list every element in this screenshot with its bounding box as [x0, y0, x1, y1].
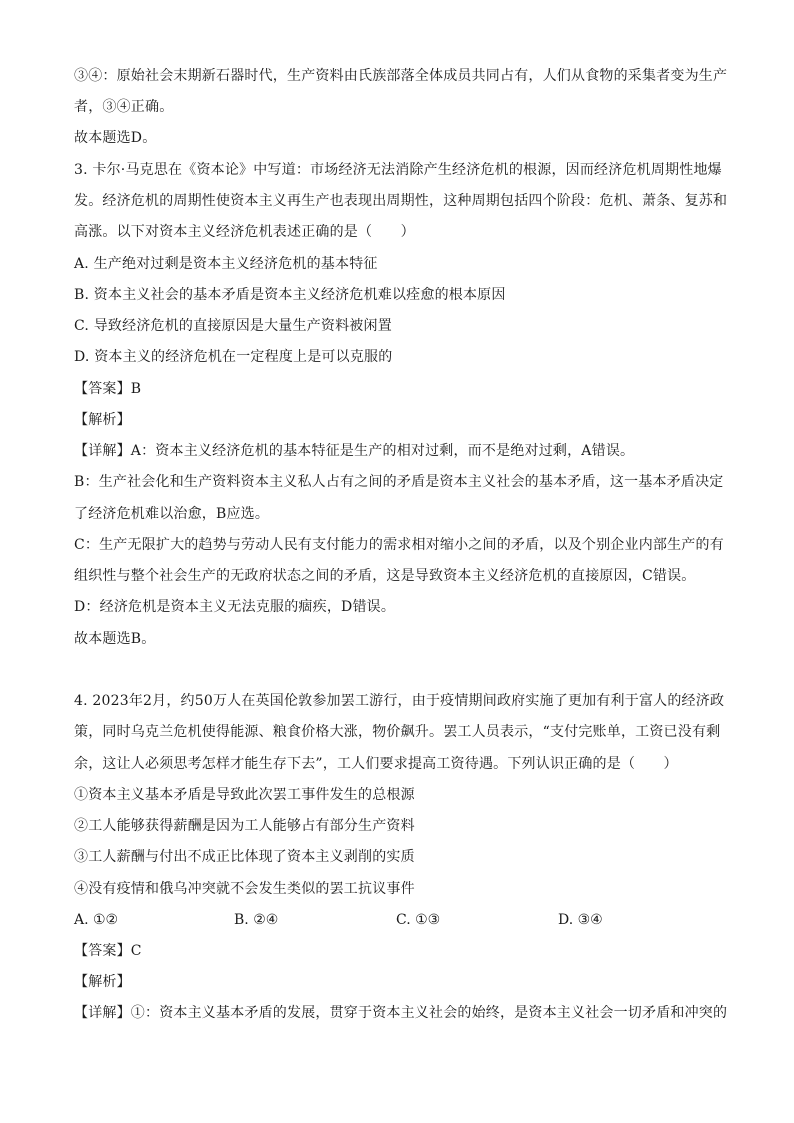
detail-line: 【详解】A：资本主义经济危机的基本特征是生产的相对过剩，而不是绝对过剩，A错误。 — [74, 443, 635, 459]
detail-line: D：经济危机是资本主义无法克服的痼疾，D错误。 — [74, 599, 396, 615]
analysis-heading: 【解析】 — [74, 412, 131, 428]
detail-line: B：生产社会化和生产资料资本主义私人占有之间的矛盾是资本主义社会的基本矛盾，这一基本矛盾决定 — [74, 474, 724, 490]
option-a: A. ①② — [74, 912, 119, 928]
question-stem-line: 3. 卡尔·马克思在《资本论》中写道：市场经济无法消除产生经济危机的根源，因而经济危机周期性地爆 — [74, 162, 722, 178]
statement-item: ③工人薪酬与付出不成正比体现了资本主义剥削的实质 — [74, 849, 415, 865]
question-stem-line: 余，这让人必须思考怎样才能生存下去”，工人们要求提高工资待遇。下列认识正确的是（ ） — [74, 756, 678, 772]
statement-item: ④没有疫情和俄乌冲突就不会发生类似的罢工抗议事件 — [74, 881, 415, 897]
detail-line: 了经济危机难以治愈，B应选。 — [74, 506, 270, 522]
analysis-heading: 【解析】 — [74, 974, 131, 990]
answer-label: 【答案】B — [74, 381, 142, 397]
question-stem-line: 发。经济危机的周期性使资本主义再生产也表现出周期性，这种周期包括四个阶段：危机、萧条、复苏和 — [74, 193, 728, 209]
question-stem-line: 策，同时乌克兰危机使得能源、粮食价格大涨，物价飙升。罢工人员表示，“支付完账单，工资已没有剩 — [74, 724, 721, 740]
option-a: A. 生产绝对过剩是资本主义经济危机的基本特征 — [74, 256, 378, 272]
option-c: C. ①③ — [396, 912, 441, 928]
detail-line: C：生产无限扩大的趋势与劳动人民有支付能力的需求相对缩小之间的矛盾，以及个别企业内部生产的有 — [74, 537, 724, 553]
option-c: C. 导致经济危机的直接原因是大量生产资料被闲置 — [74, 318, 392, 334]
question-stem-line: 4. 2023年2月，约50万人在英国伦敦参加罢工游行，由于疫情期间政府实施了更加有利于富人的经济政 — [74, 693, 725, 709]
statement-item: ①资本主义基本矛盾是导致此次罢工事件发生的总根源 — [74, 787, 415, 803]
detail-line: 【详解】①：资本主义基本矛盾的发展，贯穿于资本主义社会的始终，是资本主义社会一切矛盾和冲突的 — [74, 1005, 728, 1021]
option-d: D. ③④ — [558, 912, 603, 928]
question-stem-line: 高涨。以下对资本主义经济危机表述正确的是（ ） — [74, 224, 415, 240]
statement-item: ②工人能够获得薪酬是因为工人能够占有部分生产资料 — [74, 818, 415, 834]
conclusion-line: 故本题选B。 — [74, 631, 156, 647]
answer-label: 【答案】C — [74, 943, 142, 959]
option-b: B. 资本主义社会的基本矛盾是资本主义经济危机难以痊愈的根本原因 — [74, 287, 506, 303]
option-b: B. ②④ — [234, 912, 279, 928]
analysis-line: ③④：原始社会末期新石器时代，生产资料由氏族部落全体成员共同占有，人们从食物的采集者变为生产 — [74, 68, 728, 84]
conclusion-line: 故本题选D。 — [74, 130, 157, 146]
option-d: D. 资本主义的经济危机在一定程度上是可以克服的 — [74, 349, 393, 365]
detail-line: 组织性与整个社会生产的无政府状态之间的矛盾，这是导致资本主义经济危机的直接原因，C错误。 — [74, 568, 696, 584]
analysis-line: 者，③④正确。 — [74, 99, 174, 115]
